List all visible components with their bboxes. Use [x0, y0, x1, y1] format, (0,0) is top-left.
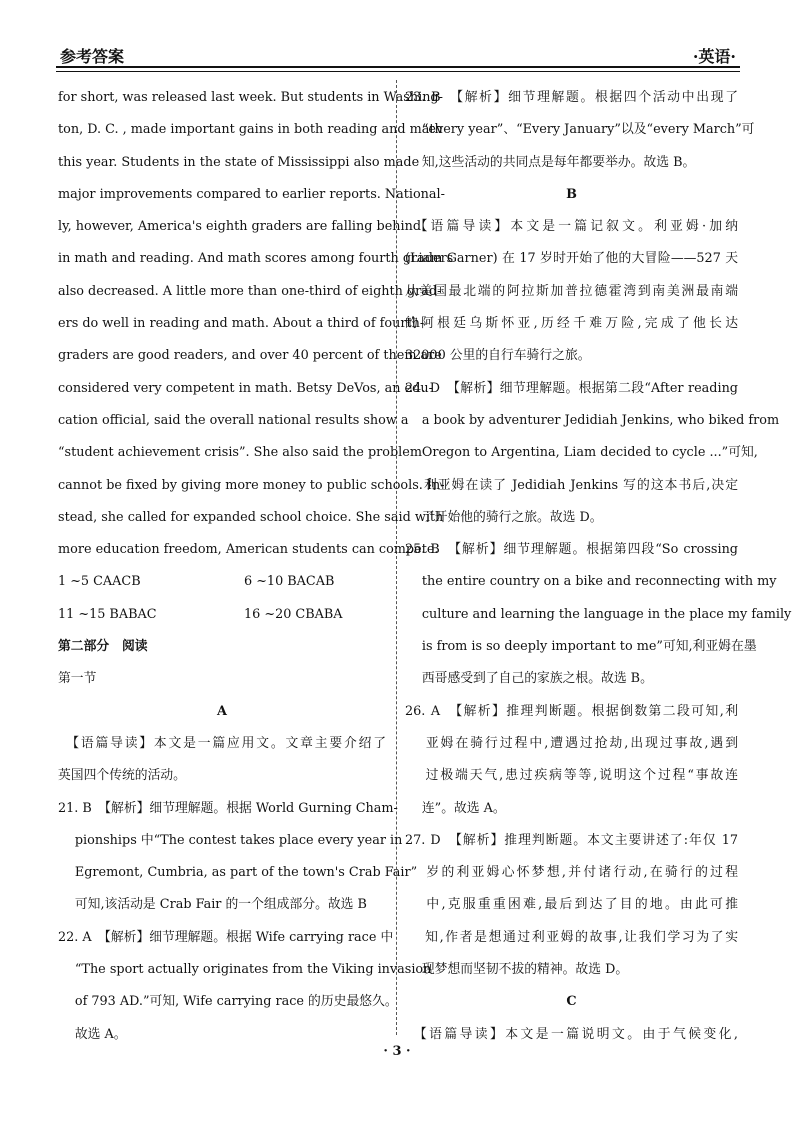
text-line: 【语篇导读】本文是一篇应用文。文章主要介绍了	[58, 735, 386, 751]
text-line: 25. B 【解析】细节理解题。根据第四段“So crossing	[405, 542, 738, 558]
text-line: 【语篇导读】本文是一篇记叙文。利亚姆·加纳	[405, 219, 738, 235]
answer-group: 16 ~20 CBABA	[244, 606, 343, 622]
header-rule	[56, 71, 740, 72]
answer-group: 1 ~5 CAACB	[58, 574, 141, 590]
part-title: 第二部分 阅读	[58, 639, 148, 655]
text-line: major improvements compared to earlier reports. National-	[58, 186, 445, 202]
text-line: 英国四个传统的活动。	[58, 768, 186, 784]
text-line: considered very competent in math. Betsy DeVos, an edu-	[58, 380, 433, 396]
answer-row	[58, 566, 386, 598]
text-line: 西哥感受到了自己的家族之根。故选 B。	[405, 671, 653, 687]
text-line: “every year”、“Every January”以及“every March”可	[405, 122, 755, 138]
text-line: “student achievement crisis”. She also said the problem	[58, 445, 422, 461]
text-line: 从美国最北端的阿拉斯加普拉德霍湾到南美洲最南端	[405, 283, 738, 299]
text-line: the entire country on a bike and reconnecting with my	[405, 574, 777, 590]
text-line: 了开始他的骑行之旅。故选 D。	[405, 509, 603, 525]
page-header	[56, 44, 740, 68]
right-column	[405, 82, 792, 1051]
header-subject-label: ·英语·	[692, 47, 736, 66]
text-line: 的阿根廷乌斯怀亚,历经千难万险,完成了他长达	[405, 316, 738, 332]
explanation-text	[58, 728, 432, 1051]
text-line: 中,克服重重困难,最后到达了目的地。由此可推	[405, 897, 738, 913]
text-line: cation official, said the overall national results show a	[58, 412, 409, 428]
text-line: 21. B 【解析】细节理解题。根据 World Gurning Cham-	[58, 800, 398, 816]
text-line: 23. B 【解析】细节理解题。根据四个活动中出现了	[405, 90, 738, 105]
passage-label-a: A	[217, 703, 227, 719]
passage-text	[58, 82, 454, 566]
text-line: 知,这些活动的共同点是每年都要举办。故选 B。	[405, 154, 696, 170]
text-line: of 793 AD.”可知, Wife carrying race 的历史最悠久。	[58, 994, 398, 1010]
text-line: 26. A 【解析】推理判断题。根据倒数第二段可知,利	[405, 703, 738, 719]
text-line: 24. D 【解析】细节理解题。根据第二段“After reading	[405, 380, 738, 396]
text-line: stead, she called for expanded school choice. She said with	[58, 509, 444, 525]
explanation-23	[405, 82, 755, 179]
answer-list	[58, 566, 386, 631]
text-line: Egremont, Cumbria, as part of the town's Crab Fair”	[58, 865, 418, 881]
text-line: 现梦想而坚韧不拔的精神。故选 D。	[405, 962, 629, 978]
answer-group: 11 ~15 BABAC	[58, 606, 157, 622]
explanation-b	[405, 211, 792, 986]
left-column	[58, 82, 454, 1051]
text-line: 27. D 【解析】推理判断题。本文主要讲述了:年仅 17	[405, 832, 738, 848]
text-line: 故选 A。	[58, 1026, 127, 1042]
answer-group: 6 ~10 BACAB	[244, 574, 335, 590]
passage-label-b: B	[566, 186, 577, 202]
text-line: 知,作者是想通过利亚姆的故事,让我们学习为了实	[405, 929, 738, 945]
text-line: 可知,该活动是 Crab Fair 的一个组成部分。故选 B	[58, 897, 367, 913]
text-line: Oregon to Argentina, Liam decided to cycle ...”可知,	[405, 445, 758, 461]
text-line: in math and reading. And math scores among fourth graders	[58, 251, 454, 267]
text-line: 亚姆在骑行过程中,遭遇过抢劫,出现过事故,遇到	[405, 735, 738, 751]
text-line: 【语篇导读】本文是一篇说明文。由于气候变化,	[405, 1026, 738, 1042]
text-line: this year. Students in the state of Mississippi also made	[58, 154, 420, 170]
header-answer-key-label: 参考答案	[60, 47, 125, 66]
text-line: graders are good readers, and over 40 percent of them are	[58, 348, 442, 364]
text-line: (Liam Garner) 在 17 岁时开始了他的大冒险——527 天	[405, 251, 738, 267]
page-number: · 3 ·	[383, 1044, 411, 1059]
text-line: a book by adventurer Jedidiah Jenkins, who biked from	[405, 412, 780, 428]
text-line: ly, however, America's eighth graders are falling behind	[58, 219, 422, 235]
text-line: 利亚姆在读了 Jedidiah Jenkins 写的这本书后,决定	[405, 477, 738, 493]
passage-label-c: C	[566, 994, 577, 1010]
text-line: 岁的利亚姆心怀梦想,并付诸行动,在骑行的过程	[405, 865, 738, 881]
text-line: 32000 公里的自行车骑行之旅。	[405, 348, 591, 364]
answer-row	[58, 599, 386, 631]
text-line: 过极端天气,患过疾病等等,说明这个过程“事故连	[405, 768, 738, 784]
text-line: ton, D. C. , made important gains in both reading and math	[58, 122, 443, 138]
text-line: cannot be fixed by giving more money to public schools. In-	[58, 477, 445, 493]
text-line: is from is so deeply important to me”可知,利亚姆在墨	[405, 639, 757, 655]
text-line: more education freedom, American students can compete.	[58, 542, 439, 558]
text-line: 连”。故选 A。	[405, 800, 506, 816]
text-line: pionships 中“The contest takes place every year in	[58, 832, 403, 848]
text-line: ers do well in reading and math. About a third of fourth-	[58, 316, 425, 332]
text-line: culture and learning the language in the place my family	[405, 606, 792, 622]
text-line: also decreased. A little more than one-third of eighth grad-	[58, 283, 442, 299]
text-line: “The sport actually originates from the Viking invasion	[58, 962, 432, 978]
text-line: 22. A 【解析】细节理解题。根据 Wife carrying race 中	[58, 929, 394, 945]
section-title: 第一节	[58, 671, 97, 687]
text-line: for short, was released last week. But students in Washing-	[58, 90, 443, 105]
